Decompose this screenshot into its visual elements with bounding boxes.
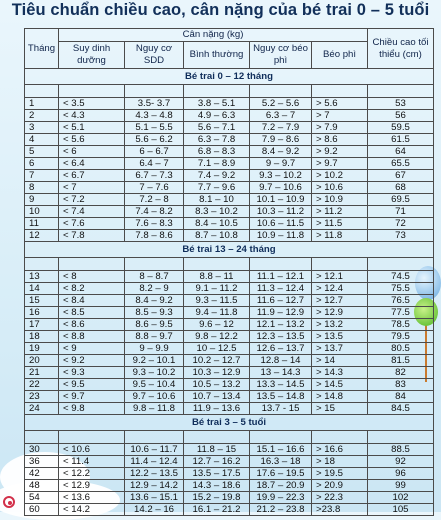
empty-cell [368,431,434,444]
undernourished-cell: < 5.1 [59,122,125,134]
table-row [25,206,434,218]
min-height-cell: 53 [368,98,434,110]
risk-undernourished-cell: 9.5 – 10.4 [125,379,184,391]
table-row [25,456,434,468]
risk-obese-cell: 12.6 – 13.7 [250,343,312,355]
header-col-obese: Béo phì [312,42,368,69]
header-col-risk-undernourished: Nguy cơ SDD [125,42,184,69]
risk-obese-cell: 11.9 – 12.9 [250,307,312,319]
risk-obese-cell: 9.7 – 10.6 [250,182,312,194]
obese-cell: > 14 [312,355,368,367]
obese-cell: > 22.3 [312,492,368,504]
table-row [25,122,434,134]
table-row [25,343,434,355]
normal-cell: 6.3 – 7.8 [184,134,250,146]
risk-obese-cell: 7.9 – 8.6 [250,134,312,146]
undernourished-cell: < 9.8 [59,403,125,415]
month-cell: 5 [25,146,59,158]
empty-cell [250,85,312,98]
undernourished-cell: < 7.2 [59,194,125,206]
risk-obese-cell: 8.4 – 9.2 [250,146,312,158]
min-height-cell: 99 [368,480,434,492]
min-height-cell: 105 [368,504,434,516]
month-cell: 11 [25,218,59,230]
month-cell: 22 [25,379,59,391]
month-cell: 23 [25,391,59,403]
risk-undernourished-cell: 6.7 – 7.3 [125,170,184,182]
risk-undernourished-cell: 9.7 – 10.6 [125,391,184,403]
normal-cell: 15.2 – 19.8 [184,492,250,504]
risk-undernourished-cell: 11.4 – 12.4 [125,456,184,468]
table-row [25,319,434,331]
min-height-cell: 71 [368,206,434,218]
risk-undernourished-cell: 9.2 – 10.1 [125,355,184,367]
obese-cell: > 11.2 [312,206,368,218]
risk-undernourished-cell: 13.6 – 15.1 [125,492,184,504]
group-label: Bé trai 3 – 5 tuổi [25,415,434,431]
undernourished-cell: < 9.5 [59,379,125,391]
month-cell: 16 [25,307,59,319]
risk-obese-cell: 12.3 – 13.5 [250,331,312,343]
risk-obese-cell: 9 – 9.7 [250,158,312,170]
target-icon [3,496,15,508]
empty-cell [59,431,125,444]
risk-obese-cell: 21.2 – 23.8 [250,504,312,516]
header-min-height: Chiều cao tối thiểu (cm) [368,29,434,69]
spacer-row [25,431,434,444]
group-label: Bé trai 13 – 24 tháng [25,242,434,258]
risk-obese-cell: 11.1 – 12.1 [250,271,312,283]
min-height-cell: 81.5 [368,355,434,367]
min-height-cell: 84.5 [368,403,434,415]
risk-undernourished-cell: 5.1 – 5.5 [125,122,184,134]
risk-undernourished-cell: 6.4 – 7 [125,158,184,170]
undernourished-cell: < 14.2 [59,504,125,516]
normal-cell: 8.4 – 10.5 [184,218,250,230]
month-cell: 13 [25,271,59,283]
empty-cell [250,431,312,444]
header-weight-group: Cân nặng (kg) [59,29,368,42]
undernourished-cell: < 4.3 [59,110,125,122]
empty-cell [125,85,184,98]
table-row [25,98,434,110]
obese-cell: > 5.6 [312,98,368,110]
obese-cell: > 14.3 [312,367,368,379]
table-row [25,110,434,122]
min-height-cell: 77.5 [368,307,434,319]
risk-obese-cell: 19.9 – 22.3 [250,492,312,504]
undernourished-cell: < 6.4 [59,158,125,170]
table-row [25,295,434,307]
empty-cell [184,258,250,271]
month-cell: 7 [25,170,59,182]
normal-cell: 9.4 – 11.8 [184,307,250,319]
min-height-cell: 56 [368,110,434,122]
table-row [25,182,434,194]
month-cell: 17 [25,319,59,331]
month-cell: 14 [25,283,59,295]
normal-cell: 5.6 – 7.1 [184,122,250,134]
table-row [25,158,434,170]
month-cell: 1 [25,98,59,110]
min-height-cell: 72 [368,218,434,230]
obese-cell: > 13.7 [312,343,368,355]
risk-obese-cell: 7.2 – 7.9 [250,122,312,134]
risk-undernourished-cell: 7.8 – 8.6 [125,230,184,242]
normal-cell: 9.6 – 12 [184,319,250,331]
table-row [25,271,434,283]
normal-cell: 16.1 – 21.2 [184,504,250,516]
risk-obese-cell: 18.7 – 20.9 [250,480,312,492]
undernourished-cell: < 8.6 [59,319,125,331]
undernourished-cell: < 8.8 [59,331,125,343]
risk-undernourished-cell: 7.6 – 8.3 [125,218,184,230]
risk-undernourished-cell: 7 – 7.6 [125,182,184,194]
month-cell: 18 [25,331,59,343]
risk-undernourished-cell: 8.4 – 9.2 [125,295,184,307]
month-cell: 10 [25,206,59,218]
month-cell: 36 [25,456,59,468]
risk-obese-cell: 11.3 – 12.4 [250,283,312,295]
obese-cell: > 12.9 [312,307,368,319]
month-cell: 24 [25,403,59,415]
normal-cell: 10 – 12.5 [184,343,250,355]
obese-cell: >23.8 [312,504,368,516]
month-cell: 20 [25,355,59,367]
risk-obese-cell: 11.6 – 12.7 [250,295,312,307]
min-height-cell: 68 [368,182,434,194]
undernourished-cell: < 7.4 [59,206,125,218]
normal-cell: 8.7 – 10.8 [184,230,250,242]
min-height-cell: 61.5 [368,134,434,146]
obese-cell: > 13.5 [312,331,368,343]
group-header-row [25,242,434,258]
table-body [25,69,434,516]
risk-undernourished-cell: 8.5 – 9.3 [125,307,184,319]
table-row [25,194,434,206]
obese-cell: > 19.5 [312,468,368,480]
obese-cell: > 10.6 [312,182,368,194]
month-cell: 4 [25,134,59,146]
obese-cell: > 20.9 [312,480,368,492]
table-row [25,331,434,343]
undernourished-cell: < 6 [59,146,125,158]
undernourished-cell: < 10.6 [59,444,125,456]
obese-cell: > 10.9 [312,194,368,206]
min-height-cell: 102 [368,492,434,504]
risk-undernourished-cell: 5.6 – 6.2 [125,134,184,146]
normal-cell: 7.1 – 8.9 [184,158,250,170]
table-row [25,444,434,456]
normal-cell: 7.7 – 9.6 [184,182,250,194]
table-row [25,355,434,367]
month-cell: 8 [25,182,59,194]
month-cell: 60 [25,504,59,516]
table-row [25,283,434,295]
undernourished-cell: < 12.2 [59,468,125,480]
undernourished-cell: < 8.4 [59,295,125,307]
risk-undernourished-cell: 6 – 6.7 [125,146,184,158]
min-height-cell: 92 [368,456,434,468]
table-row [25,367,434,379]
table-row [25,170,434,182]
risk-undernourished-cell: 12.2 – 13.5 [125,468,184,480]
spacer-row [25,258,434,271]
empty-cell [25,258,59,271]
empty-cell [184,85,250,98]
month-cell: 19 [25,343,59,355]
min-height-cell: 79.5 [368,331,434,343]
table-row [25,134,434,146]
risk-undernourished-cell: 12.9 – 14.2 [125,480,184,492]
obese-cell: > 12.4 [312,283,368,295]
risk-obese-cell: 15.1 – 16.6 [250,444,312,456]
obese-cell: > 9.2 [312,146,368,158]
normal-cell: 11.9 – 13.6 [184,403,250,415]
obese-cell: > 15 [312,403,368,415]
risk-obese-cell: 13.3 – 14.5 [250,379,312,391]
empty-cell [25,85,59,98]
risk-obese-cell: 16.3 – 18 [250,456,312,468]
risk-undernourished-cell: 8 – 8.7 [125,271,184,283]
obese-cell: > 12.1 [312,271,368,283]
min-height-cell: 80.5 [368,343,434,355]
risk-obese-cell: 6.3 – 7 [250,110,312,122]
table-row [25,146,434,158]
empty-cell [368,85,434,98]
table-row [25,379,434,391]
risk-undernourished-cell: 8.8 – 9.7 [125,331,184,343]
normal-cell: 7.4 – 9.2 [184,170,250,182]
risk-obese-cell: 12.1 – 13.2 [250,319,312,331]
normal-cell: 10.2 – 12.7 [184,355,250,367]
month-cell: 30 [25,444,59,456]
obese-cell: > 8.6 [312,134,368,146]
risk-obese-cell: 13 – 14.3 [250,367,312,379]
obese-cell: > 11.8 [312,230,368,242]
empty-cell [59,258,125,271]
risk-obese-cell: 10.1 – 10.9 [250,194,312,206]
undernourished-cell: < 3.5 [59,98,125,110]
normal-cell: 4.9 – 6.3 [184,110,250,122]
month-cell: 2 [25,110,59,122]
empty-cell [25,431,59,444]
undernourished-cell: < 7.8 [59,230,125,242]
undernourished-cell: < 9.7 [59,391,125,403]
empty-cell [368,258,434,271]
normal-cell: 11.8 – 15 [184,444,250,456]
group-header-row [25,69,434,85]
normal-cell: 13.5 – 17.5 [184,468,250,480]
header-col-undernourished: Suy dinh dưỡng [59,42,125,69]
table-row [25,307,434,319]
undernourished-cell: < 6.7 [59,170,125,182]
normal-cell: 9.1 – 11.2 [184,283,250,295]
table-row [25,492,434,504]
risk-undernourished-cell: 9 – 9.9 [125,343,184,355]
normal-cell: 6.8 – 8.3 [184,146,250,158]
obese-cell: > 12.7 [312,295,368,307]
min-height-cell: 88.5 [368,444,434,456]
group-header-row [25,415,434,431]
empty-cell [312,431,368,444]
empty-cell [250,258,312,271]
group-label: Bé trai 0 – 12 tháng [25,69,434,85]
month-cell: 15 [25,295,59,307]
risk-undernourished-cell: 8.2 – 9 [125,283,184,295]
page-title: Tiêu chuẩn chiều cao, cân nặng của bé trai 0 – 5 tuổi [11,1,430,19]
risk-obese-cell: 13.7 - 15 [250,403,312,415]
month-cell: 48 [25,480,59,492]
min-height-cell: 75.5 [368,283,434,295]
table-row [25,504,434,516]
normal-cell: 3.8 – 5.1 [184,98,250,110]
risk-undernourished-cell: 4.3 – 4.8 [125,110,184,122]
obese-cell: > 14.8 [312,391,368,403]
month-cell: 3 [25,122,59,134]
month-cell: 6 [25,158,59,170]
undernourished-cell: < 8.5 [59,307,125,319]
min-height-cell: 78.5 [368,319,434,331]
header-col-risk-obese: Nguy cơ béo phì [250,42,312,69]
table-row [25,403,434,415]
obese-cell: > 16.6 [312,444,368,456]
min-height-cell: 59.5 [368,122,434,134]
risk-obese-cell: 9.3 – 10.2 [250,170,312,182]
min-height-cell: 83 [368,379,434,391]
obese-cell: > 7.9 [312,122,368,134]
undernourished-cell: < 13.6 [59,492,125,504]
normal-cell: 8.8 – 11 [184,271,250,283]
risk-obese-cell: 10.9 – 11.8 [250,230,312,242]
table-row [25,230,434,242]
obese-cell: > 14.5 [312,379,368,391]
undernourished-cell: < 5.6 [59,134,125,146]
obese-cell: > 11.5 [312,218,368,230]
month-cell: 9 [25,194,59,206]
obese-cell: > 9.7 [312,158,368,170]
risk-obese-cell: 13.5 – 14.8 [250,391,312,403]
risk-obese-cell: 10.3 – 11.2 [250,206,312,218]
undernourished-cell: < 8 [59,271,125,283]
empty-cell [59,85,125,98]
min-height-cell: 74.5 [368,271,434,283]
normal-cell: 10.7 – 13.4 [184,391,250,403]
obese-cell: > 10.2 [312,170,368,182]
normal-cell: 12.7 – 16.2 [184,456,250,468]
min-height-cell: 73 [368,230,434,242]
normal-cell: 10.3 – 12.9 [184,367,250,379]
normal-cell: 8.3 – 10.2 [184,206,250,218]
header-col-normal: Bình thường [184,42,250,69]
normal-cell: 9.3 – 11.5 [184,295,250,307]
risk-obese-cell: 17.6 – 19.5 [250,468,312,480]
min-height-cell: 67 [368,170,434,182]
month-cell: 54 [25,492,59,504]
risk-undernourished-cell: 9.3 – 10.2 [125,367,184,379]
risk-undernourished-cell: 7.4 – 8.2 [125,206,184,218]
min-height-cell: 64 [368,146,434,158]
obese-cell: > 7 [312,110,368,122]
risk-undernourished-cell: 3.5- 3.7 [125,98,184,110]
normal-cell: 9.8 – 12.2 [184,331,250,343]
risk-undernourished-cell: 10.6 – 11.7 [125,444,184,456]
normal-cell: 8.1 – 10 [184,194,250,206]
risk-obese-cell: 10.6 – 11.5 [250,218,312,230]
empty-cell [312,258,368,271]
risk-undernourished-cell: 14.2 – 16 [125,504,184,516]
undernourished-cell: < 12.9 [59,480,125,492]
min-height-cell: 84 [368,391,434,403]
min-height-cell: 82 [368,367,434,379]
undernourished-cell: < 8.2 [59,283,125,295]
normal-cell: 10.5 – 13.2 [184,379,250,391]
table-row [25,391,434,403]
month-cell: 42 [25,468,59,480]
normal-cell: 14.3 – 18.6 [184,480,250,492]
risk-obese-cell: 5.2 – 5.6 [250,98,312,110]
min-height-cell: 69.5 [368,194,434,206]
empty-cell [125,431,184,444]
undernourished-cell: < 7.6 [59,218,125,230]
month-cell: 12 [25,230,59,242]
risk-undernourished-cell: 9.8 – 11.8 [125,403,184,415]
header-month: Tháng [25,29,59,69]
undernourished-cell: < 9 [59,343,125,355]
obese-cell: > 18 [312,456,368,468]
table-row [25,218,434,230]
empty-cell [312,85,368,98]
spacer-row [25,85,434,98]
undernourished-cell: < 11.4 [59,456,125,468]
undernourished-cell: < 9.3 [59,367,125,379]
min-height-cell: 65.5 [368,158,434,170]
obese-cell: > 13.2 [312,319,368,331]
risk-undernourished-cell: 8.6 – 9.5 [125,319,184,331]
min-height-cell: 76.5 [368,295,434,307]
empty-cell [184,431,250,444]
min-height-cell: 96 [368,468,434,480]
risk-undernourished-cell: 7.2 – 8 [125,194,184,206]
undernourished-cell: < 9.2 [59,355,125,367]
growth-standards-table [24,28,434,516]
table-row [25,480,434,492]
table-row [25,468,434,480]
empty-cell [125,258,184,271]
risk-obese-cell: 12.8 – 14 [250,355,312,367]
undernourished-cell: < 7 [59,182,125,194]
month-cell: 21 [25,367,59,379]
